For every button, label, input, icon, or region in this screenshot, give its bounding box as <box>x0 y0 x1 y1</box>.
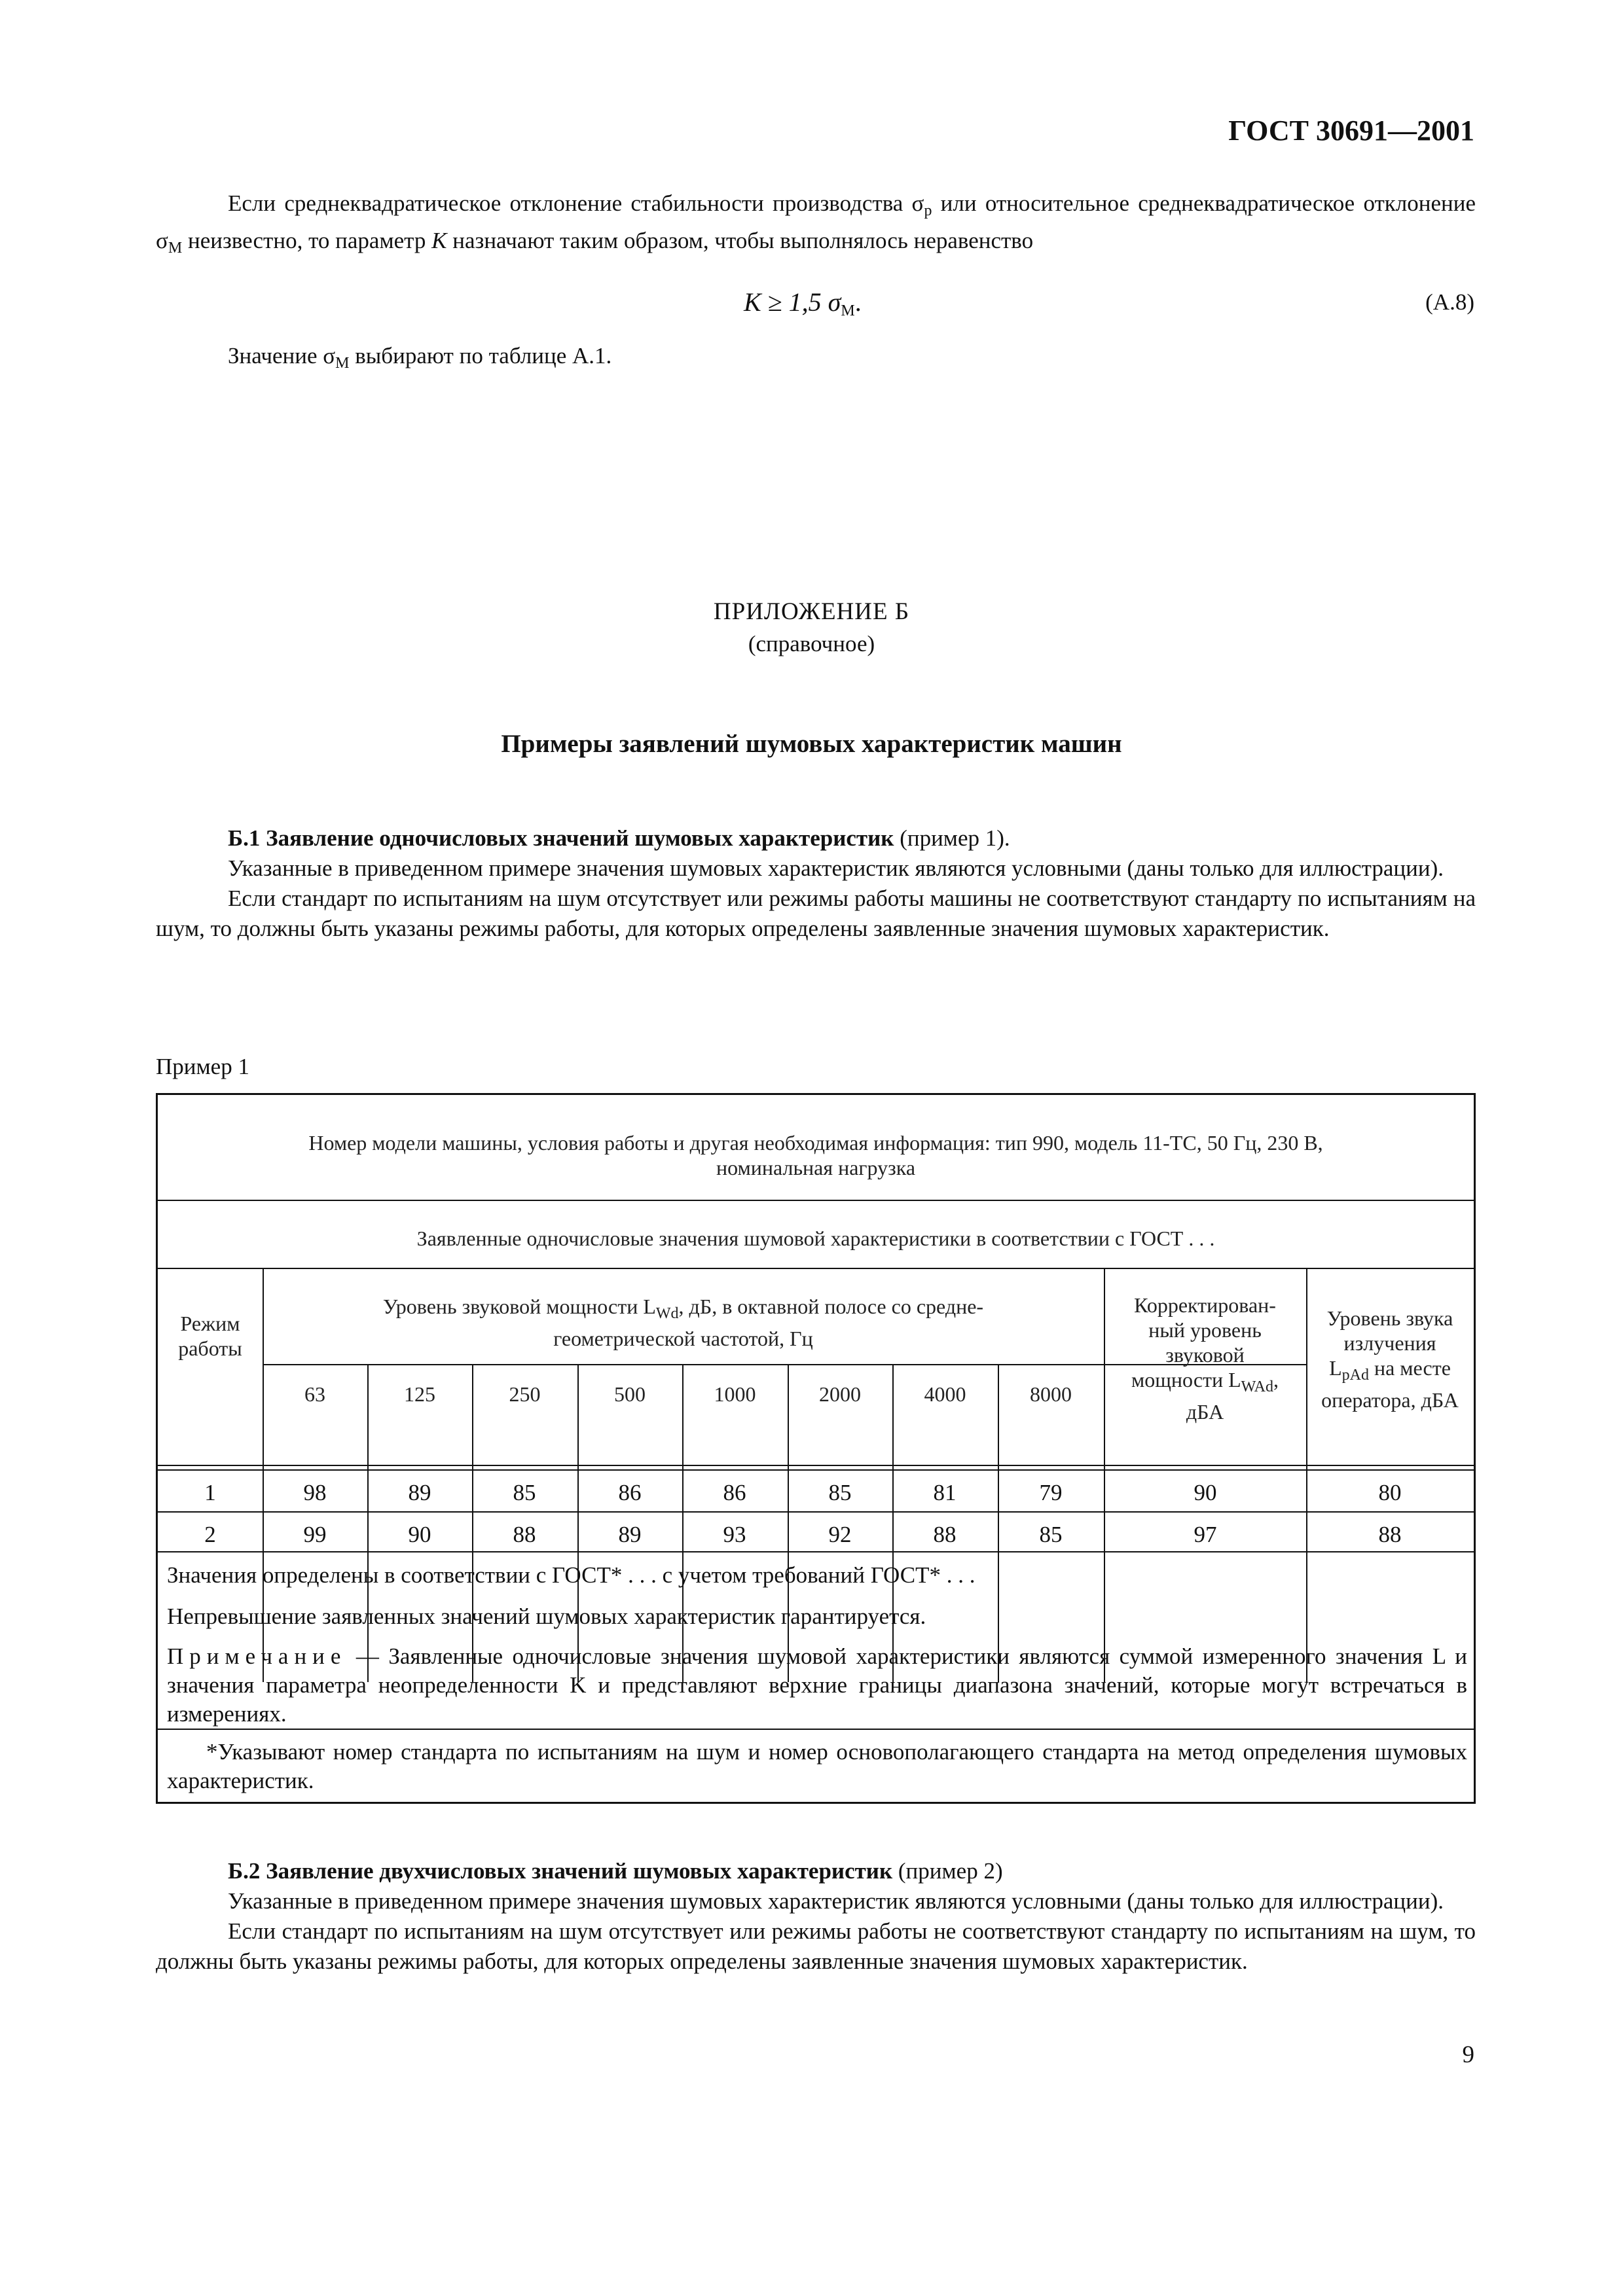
table-cell: 89 <box>408 1480 431 1505</box>
table-row-2-emission: 88 <box>1378 1522 1402 1547</box>
table-freq-1000: 1000 <box>714 1382 756 1406</box>
table-cell: 86 <box>618 1480 642 1505</box>
page-number: 9 <box>1462 2041 1474 2068</box>
table-freq-250: 250 <box>509 1382 541 1406</box>
table-row-1-corrected: 90 <box>1194 1480 1217 1505</box>
table-row-1-emission: 80 <box>1378 1480 1402 1505</box>
example-label: Пример 1 <box>156 1054 249 1079</box>
table-asterisk-note: *Указывают номер стандарта по испытаниям на шум и номер основополагающего стандарта на метод определения шумовых характеристик. <box>167 1739 1467 1793</box>
section-b2-title: Б.2 Заявление двухчисловых значений шумовых характеристик (пример 2) <box>228 1858 1003 1884</box>
paragraph-sigma-condition: Если среднеквадратическое отклонение стабильности производства $\sigma_р$ или относительное среднеквадратическое отклонение $\sigma_М$ неизвестно, то параметр K назначают таким образом, чтобы выполнялось неравенство <box>156 190 1476 257</box>
section-b1-title: Б.1 Заявление одночисловых значений шумовых характеристик (пример 1). <box>228 825 1010 851</box>
table-cell: 79 <box>1039 1480 1063 1505</box>
table-cell: 92 <box>828 1522 852 1547</box>
table-cell: 81 <box>933 1480 957 1505</box>
section-b1-paragraph-1: Указанные в приведенном примере значения шумовых характеристик являются условными (даны только для иллюстрации). <box>228 855 1444 881</box>
table-cell: 99 <box>303 1522 327 1547</box>
table-cell: 85 <box>1039 1522 1063 1547</box>
table-freq-125: 125 <box>404 1382 435 1406</box>
table-cell: 93 <box>723 1522 746 1547</box>
table-freq-8000: 8000 <box>1030 1382 1072 1406</box>
appendix-heading: Примеры заявлений шумовых характеристик машин <box>501 730 1122 758</box>
paragraph-sigma-table: Значение $\sigma_М$ выбирают по таблице А.1. <box>228 343 612 372</box>
appendix-title: ПРИЛОЖЕНИЕ Б <box>713 598 910 625</box>
table-header-mode: Режим работы <box>178 1312 242 1360</box>
section-b2 <box>156 1856 1476 1977</box>
table-cell: 88 <box>933 1522 957 1547</box>
section-b1-paragraph-2: Если стандарт по испытаниям на шум отсутствует или режимы работы машины не соответствуют стандарту по испытаниям на шум, то должны быть указаны режимы работы, для которых определены заявленные значения шумовых характеристик. <box>156 886 1476 941</box>
table-cell: 98 <box>303 1480 327 1505</box>
table-cell: 85 <box>513 1480 536 1505</box>
section-b1 <box>156 823 1476 944</box>
table-cell: 86 <box>723 1480 746 1505</box>
table-cell: 88 <box>513 1522 536 1547</box>
table-freq-2000: 2000 <box>819 1382 861 1406</box>
noise-declaration-table <box>156 1093 1476 1804</box>
table-header-emission-level: Уровень звука излучения $L_{pAd}$ на месте оператора, дБА <box>1321 1306 1459 1412</box>
section-a-text <box>156 188 1476 263</box>
table-note: Примечание — Заявленные одночисловые значения шумовой характеристики являются суммой измеренного значения L и значения параметра неопределенности K и представляют верхние границы диапазона значений, которые могут встречаться в измерениях. <box>167 1643 1467 1727</box>
table-footer-guarantee: Непревышение заявленных значений шумовых характеристик гарантируется. <box>167 1604 926 1629</box>
table-footer-determined: Значения определены в соответствии с ГОСТ* . . . с учетом требований ГОСТ* . . . <box>167 1562 976 1588</box>
section-b2-paragraph-2: Если стандарт по испытаниям на шум отсутствует или режимы работы не соответствуют стандарту по испытаниям на шум, то должны быть указаны режимы работы, для которых определены заявленные значения шумовых характеристик. <box>156 1918 1476 1974</box>
table-header-sound-power: Уровень звуковой мощности $L_{Wd}$, дБ, в октавной полосе со средне- геометрической частотой, Гц <box>382 1295 984 1350</box>
table-row-2-mode: 2 <box>204 1522 216 1547</box>
document-header-gost: ГОСТ 30691—2001 <box>1228 115 1474 147</box>
formula-number: (А.8) <box>1425 289 1474 315</box>
table-declared-title: Заявленные одночисловые значения шумовой характеристики в соответствии с ГОСТ . . . <box>416 1227 1215 1250</box>
formula-a8: K ≥ 1,5 $\sigma_М$. <box>744 287 862 319</box>
table-freq-4000: 4000 <box>924 1382 966 1406</box>
table-row-2-corrected: 97 <box>1194 1522 1217 1547</box>
table-freq-63: 63 <box>304 1382 325 1406</box>
section-b2-paragraph-1: Указанные в приведенном примере значения шумовых характеристик являются условными (даны только для иллюстрации). <box>228 1888 1444 1914</box>
table-row-1-mode: 1 <box>204 1480 216 1505</box>
table-model-info: Номер модели машины, условия работы и другая необходимая информация: тип 990, модель 11-ТС, 50 Гц, 230 В, номинальная нагрузка <box>308 1131 1323 1179</box>
table-freq-500: 500 <box>614 1382 646 1406</box>
table-cell: 89 <box>618 1522 642 1547</box>
table-cell: 90 <box>408 1522 431 1547</box>
appendix-subtitle: (справочное) <box>748 631 875 656</box>
table-header-corrected-power: Корректирован- ный уровень звуковой мощности $L_{WAd}$, дБА <box>1131 1293 1279 1424</box>
table-cell: 85 <box>828 1480 852 1505</box>
